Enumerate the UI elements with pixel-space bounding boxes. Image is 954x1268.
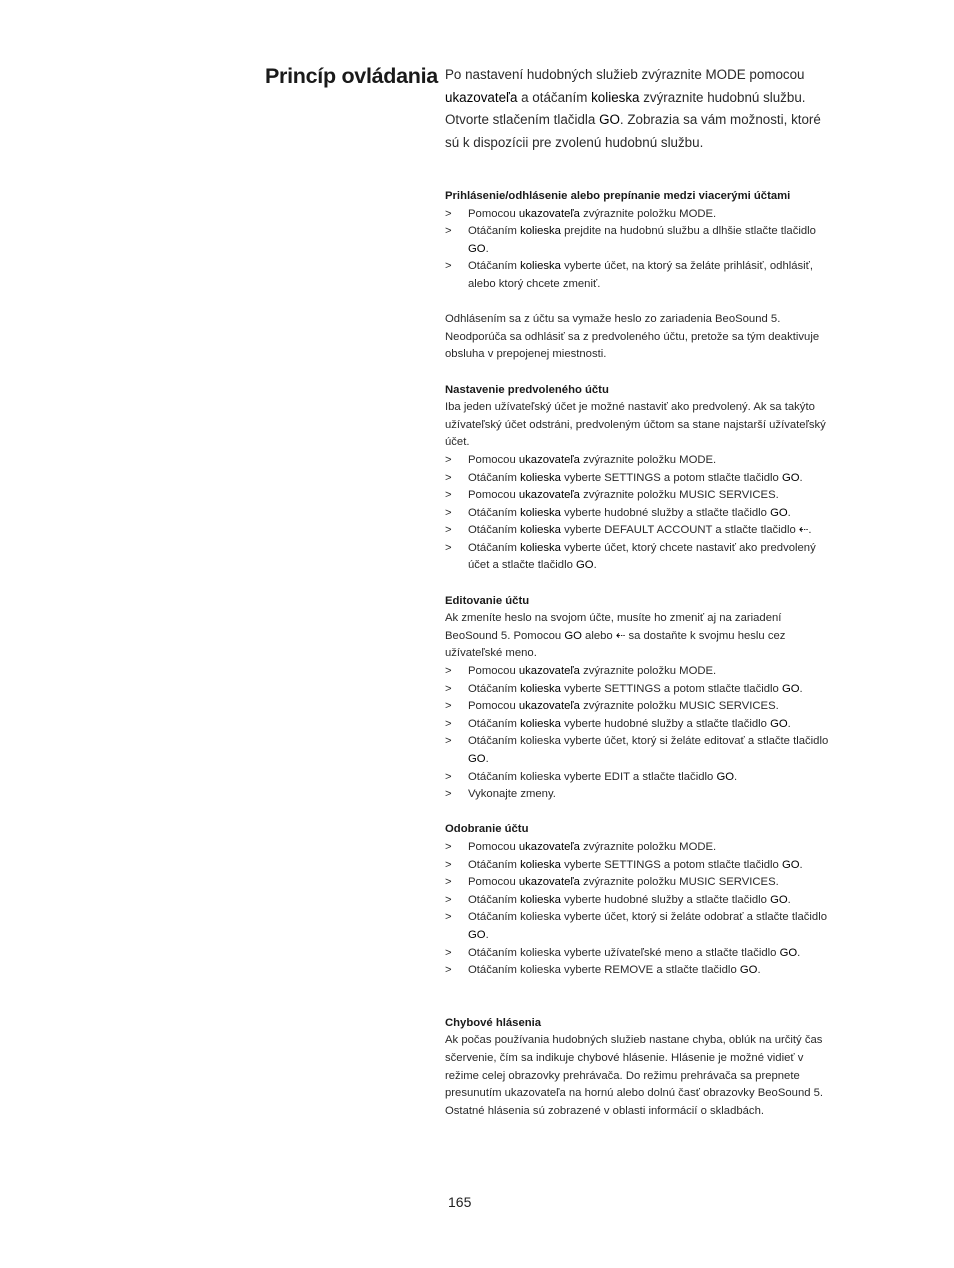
keyword: kolieska <box>520 524 561 537</box>
arrow-bullet-icon: > <box>445 911 452 924</box>
text-segment: . <box>485 753 489 765</box>
section-remove-account <box>445 821 830 979</box>
text-segment: Otáčaním kolieska vyberte účet, ktorý si želáte odobrať a stlačte tlačidlo <box>468 911 828 924</box>
text-segment: zvýraznite položku MUSIC SERVICES. <box>579 700 779 713</box>
list-item <box>445 874 830 892</box>
arrow-bullet-icon: > <box>445 489 452 502</box>
text-segment: Pomocou <box>468 489 519 502</box>
text-segment: Pomocou <box>468 876 519 889</box>
arrow-bullet-icon: > <box>445 964 452 977</box>
keyword: GO <box>576 559 594 572</box>
text-segment: zvýraznite položku MODE. <box>579 665 717 678</box>
step-list <box>445 839 830 980</box>
text-segment: Pomocou <box>468 840 519 853</box>
text-segment: . <box>799 682 803 695</box>
text-segment: Otáčaním <box>468 471 521 484</box>
keyword: kolieska <box>520 225 561 238</box>
text-segment: vyberte SETTINGS a potom stlačte tlačidlo <box>560 682 782 695</box>
keyword: ukazovateľa <box>518 876 580 889</box>
text-segment: Ak zmeníte heslo na svojom účte, musíte ho zmeniť aj na zariadení BeoSound 5. Pomocou <box>445 612 782 642</box>
text-segment: Otáčaním <box>468 858 521 871</box>
list-item <box>445 258 830 293</box>
section-error-messages <box>445 1015 830 1121</box>
text-segment: zvýraznite položku MUSIC SERVICES. <box>579 489 779 502</box>
text-segment: . <box>787 506 791 519</box>
text-segment: Otáčaním kolieska vyberte užívateľské meno a stlačte tlačidlo <box>468 946 780 959</box>
text-segment: . <box>808 524 812 537</box>
keyword: GO <box>781 471 800 484</box>
text-segment: Otáčaním <box>468 893 521 906</box>
text-segment: vyberte účet, na ktorý sa želáte prihlásiť, odhlásiť, alebo ktorý chcete zmeniť. <box>468 260 814 290</box>
arrow-bullet-icon: > <box>445 524 452 537</box>
list-item <box>445 962 830 980</box>
section-title: Chybové hlásenia <box>445 1016 542 1029</box>
keyword: kolieska <box>520 506 561 519</box>
arrow-bullet-icon: > <box>445 770 452 783</box>
keyword: GO <box>779 946 798 959</box>
text-segment: vyberte účet, ktorý chcete nastaviť ako predvolený účet a stlačte tlačidlo <box>468 541 816 572</box>
text-segment: Otáčaním kolieska vyberte EDIT a stlačte tlačidlo <box>468 770 717 783</box>
list-item <box>445 909 830 944</box>
list-item <box>445 663 830 681</box>
keyword-go: GO <box>599 112 620 127</box>
keyword: kolieska <box>520 541 561 554</box>
keyword-pointer: ukazovateľa <box>445 89 518 105</box>
keyword: GO <box>468 242 486 255</box>
text-segment: zvýraznite položku MUSIC SERVICES. <box>579 876 779 889</box>
keyword: kolieska <box>520 682 561 695</box>
list-item <box>445 681 830 699</box>
section-edit-account <box>445 593 830 804</box>
text-segment: Pomocou <box>468 453 519 466</box>
list-item <box>445 505 830 523</box>
text-segment: Otáčaním kolieska vyberte REMOVE a stlačte tlačidlo <box>468 964 740 977</box>
keyword: kolieska <box>520 893 561 906</box>
text-segment: Otáčaním <box>468 717 521 730</box>
text-segment: . <box>787 717 791 730</box>
keyword: GO <box>770 893 788 906</box>
keyword: kolieska <box>520 471 561 484</box>
page-number: 165 <box>448 1194 472 1210</box>
arrow-bullet-icon: > <box>445 471 452 484</box>
text-segment: Otáčaním <box>468 260 521 273</box>
arrow-bullet-icon: > <box>445 840 452 853</box>
text-segment: . <box>734 770 738 783</box>
text-segment: vyberte SETTINGS a potom stlačte tlačidlo <box>560 471 782 484</box>
page-heading: Princíp ovládania <box>265 64 438 88</box>
section-default-account <box>445 382 830 576</box>
keyword: ukazovateľa <box>518 453 580 466</box>
arrow-bullet-icon: > <box>445 682 452 695</box>
section-login <box>445 188 830 364</box>
arrow-bullet-icon: > <box>445 858 452 871</box>
section-note: Odhlásením sa z účtu sa vymaže heslo zo zariadenia BeoSound 5. Neodporúča sa odhlásiť sa z predvoleného účtu, pretože sa tým deaktivuje obsluha v prepojenej miestnosti. <box>445 313 820 361</box>
arrow-bullet-icon: > <box>445 506 452 519</box>
keyword: kolieska <box>520 717 561 730</box>
text-segment: Pomocou <box>468 207 519 220</box>
list-item <box>445 223 830 258</box>
step-list <box>445 663 830 804</box>
keyword: GO <box>468 753 486 765</box>
list-item <box>445 839 830 857</box>
keyword: ⇠ <box>615 629 626 642</box>
step-list <box>445 452 830 575</box>
text-segment: . <box>757 964 761 977</box>
text-segment: Pomocou <box>468 665 519 678</box>
keyword: kolieska <box>520 858 561 871</box>
text-segment: vyberte hudobné služby a stlačte tlačidlo <box>560 893 771 906</box>
list-item <box>445 945 830 963</box>
section-title: Odobranie účtu <box>445 823 529 836</box>
list-item <box>445 540 830 575</box>
text-segment: vyberte hudobné služby a stlačte tlačidlo <box>560 506 771 519</box>
keyword: GO <box>468 928 486 941</box>
text-segment: Otáčaním <box>468 524 521 537</box>
text-segment: alebo <box>581 629 616 642</box>
intro-paragraph: Po nastavení hudobných služieb zvýraznite MODE pomocou ukazovateľa a otáčaním kolieska zvýraznite hudobnú službu. Otvorte stlačením tlačidla GO. Zobrazia sa vám možnosti, ktoré sú k dispozícii pre zvolenú hudobnú službu. <box>445 67 821 150</box>
arrow-bullet-icon: > <box>445 225 452 238</box>
section-title: Editovanie účtu <box>445 594 530 607</box>
text-segment: zvýraznite položku MODE. <box>579 840 717 853</box>
text-segment: Vykonajte zmeny. <box>468 788 556 801</box>
list-item <box>445 857 830 875</box>
section-text <box>445 610 830 663</box>
keyword: GO <box>564 629 582 642</box>
keyword: GO <box>781 858 800 871</box>
text-segment: sa dostaňte k svojmu heslu cez užívateľské meno. <box>445 629 786 660</box>
text-segment: vyberte hudobné služby a stlačte tlačidlo <box>560 717 771 730</box>
text-segment: prejdite na hudobnú službu a dlhšie stlačte tlačidlo <box>560 225 816 238</box>
keyword-wheel: kolieska <box>591 89 640 105</box>
list-item <box>445 716 830 734</box>
text-segment: . <box>799 858 803 871</box>
list-item <box>445 522 830 540</box>
keyword: GO <box>716 770 735 783</box>
section-title: Nastavenie predvoleného účtu <box>445 383 609 396</box>
arrow-bullet-icon: > <box>445 893 452 906</box>
keyword: ukazovateľa <box>518 489 580 502</box>
section-title: Prihlásenie/odhlásenie alebo prepínanie medzi viacerými účtami <box>445 190 791 202</box>
keyword: ukazovateľa <box>518 665 580 678</box>
text-segment: Otáčaním <box>468 225 521 238</box>
arrow-bullet-icon: > <box>445 541 452 554</box>
list-item <box>445 892 830 910</box>
keyword: GO <box>770 717 788 730</box>
arrow-bullet-icon: > <box>445 788 452 801</box>
arrow-bullet-icon: > <box>445 735 452 748</box>
text-segment: Pomocou <box>468 700 519 713</box>
text-segment: . <box>593 559 597 572</box>
text-segment: . <box>485 928 489 941</box>
arrow-bullet-icon: > <box>445 260 452 273</box>
arrow-bullet-icon: > <box>445 207 452 220</box>
step-list <box>445 206 830 294</box>
list-item <box>445 206 830 224</box>
text-segment: . <box>797 946 801 959</box>
keyword: GO <box>770 506 788 519</box>
keyword: ukazovateľa <box>518 207 580 220</box>
text-segment: vyberte DEFAULT ACCOUNT a stlačte tlačidlo <box>560 524 799 537</box>
list-item <box>445 470 830 488</box>
text-segment: Otáčaním <box>468 682 521 695</box>
main-content <box>445 64 830 1120</box>
text-segment: zvýraznite položku MODE. <box>579 453 717 466</box>
list-item <box>445 733 830 768</box>
arrow-bullet-icon: > <box>445 946 452 959</box>
section-text: Ak počas používania hudobných služieb nastane chyba, oblúk na určitý čas sčervenie, čím sa indikuje chybové hlásenie. Hlásenie je možné vidieť v režime celej obrazovky prehrávača. Do režimu prehrávača sa prepnete presunutím ukazovateľa na hornú alebo dolnú časť obrazovky BeoSound 5. Ostatné hlásenia sú zobrazené v oblasti informácií o skladbách. <box>445 1034 824 1117</box>
keyword: ukazovateľa <box>518 840 580 853</box>
text-segment: . <box>799 471 803 484</box>
arrow-bullet-icon: > <box>445 876 452 889</box>
arrow-bullet-icon: > <box>445 717 452 730</box>
arrow-bullet-icon: > <box>445 453 452 466</box>
keyword: GO <box>739 964 758 977</box>
section-text: Iba jeden užívateľský účet je možné nastaviť ako predvolený. Ak sa takýto užívateľský účet odstráni, predvoleným účtom sa stane najstarší užívateľský účet. <box>445 401 826 449</box>
keyword: kolieska <box>520 260 561 273</box>
text-segment: vyberte SETTINGS a potom stlačte tlačidlo <box>560 858 782 871</box>
list-item <box>445 487 830 505</box>
keyword: ukazovateľa <box>518 700 580 713</box>
list-item <box>445 698 830 716</box>
keyword: GO <box>781 682 800 695</box>
text-segment: . <box>485 242 489 255</box>
text-segment: . <box>787 893 791 906</box>
text-segment: Otáčaním kolieska vyberte účet, ktorý si želáte editovať a stlačte tlačidlo <box>468 735 829 748</box>
text-segment: zvýraznite položku MODE. <box>579 207 717 220</box>
text-segment: Otáčaním <box>468 506 521 519</box>
list-item <box>445 769 830 787</box>
keyword: ⇠ <box>798 524 809 537</box>
arrow-bullet-icon: > <box>445 665 452 678</box>
text-segment: Otáčaním <box>468 541 521 554</box>
list-item <box>445 786 830 804</box>
arrow-bullet-icon: > <box>445 700 452 713</box>
list-item <box>445 452 830 470</box>
